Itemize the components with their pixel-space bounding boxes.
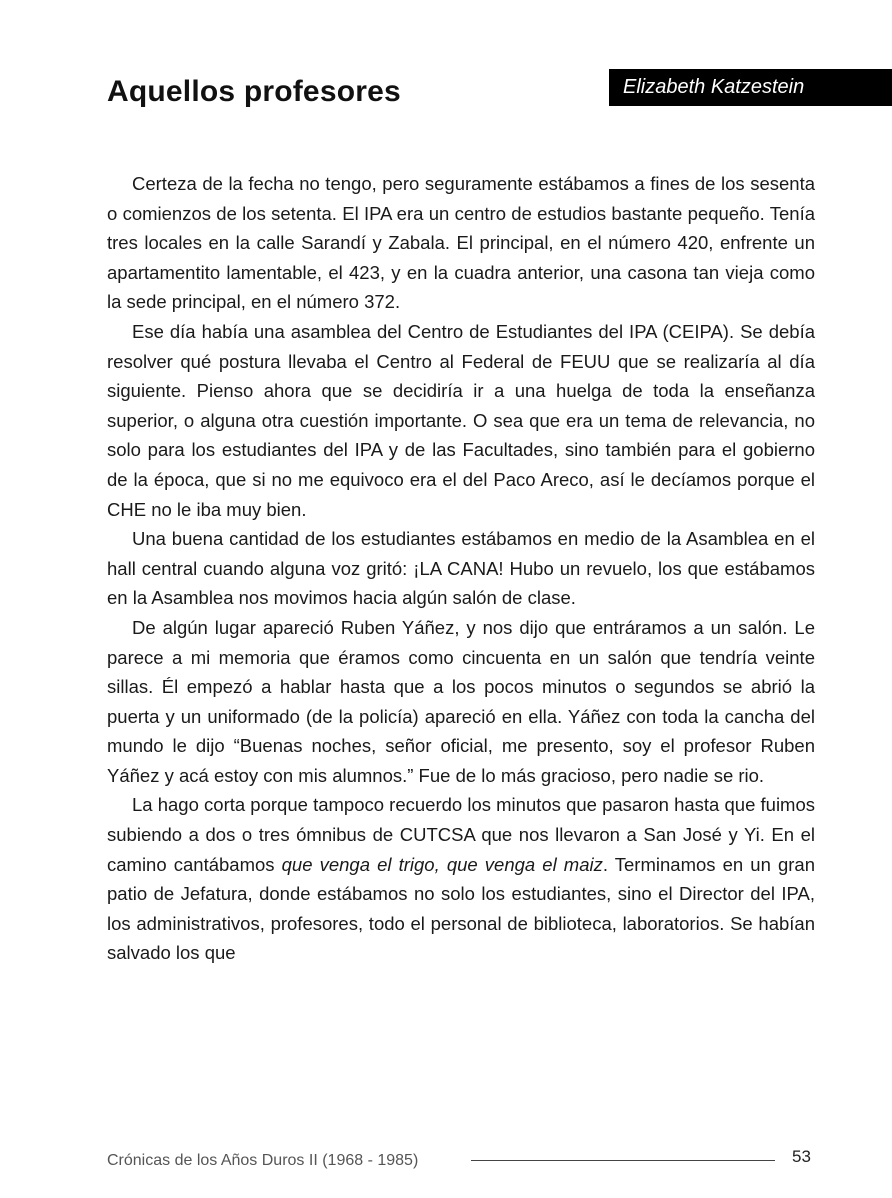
article-title: Aquellos profesores: [107, 75, 401, 108]
article-body: [107, 169, 815, 968]
paragraph-text: Ese día había una asamblea del Centro de Estudiantes del IPA (CEIPA). Se debía resolver qué postura llevaba el Centro al Federal de FEUU que se realizaría al día siguiente. Pienso ahora que se decidiría ir a una huelga de toda la enseñanza superior, o alguna otra cuestión importante. O sea que era un tema de relevancia, no solo para los estudiantes del IPA y de las Facultades, sino también para el gobierno de la época, que si no me equivoco era el del Paco Areco, así le decíamos porque el CHE no le iba muy bien.: [107, 320, 815, 520]
footer-book-title: Crónicas de los Años Duros II (1968 - 1985): [107, 1152, 419, 1169]
paragraph-4: [107, 613, 815, 791]
paragraph-2: [107, 317, 815, 524]
song-lyric-italic: que venga el trigo, que venga el maiz: [281, 853, 603, 875]
paragraph-text: Certeza de la fecha no tengo, pero seguramente estábamos a fines de los sesenta o comienzos de los setenta. El IPA era un centro de estudios bastante pequeño. Tenía tres locales en la calle Sarandí y Zabala. El principal, en el número 420, enfrente un apartamentito lamentable, el 423, y en la cuadra anterior, una casona tan vieja como la sede principal, en el número 372.: [107, 173, 815, 313]
paragraph-text: La hago corta porque tampoco recuerdo los minutos que pasaron hasta que fuimos subiendo a dos o tres ómnibus de CUTCSA que nos llevaron a San José y Yi. En el camino cantábamos: [107, 794, 815, 875]
paragraph-5: [107, 790, 815, 968]
author-name: Elizabeth Katzestein: [623, 76, 805, 98]
paragraph-text: . Terminamos en un gran patio de Jefatura, donde estábamos no solo los estudiantes, sino el Director del IPA, los administrativos, profesores, todo el personal de biblioteca, laboratorios. Se habían salvado los que: [107, 853, 815, 964]
paragraph-text: Una buena cantidad de los estudiantes estábamos en medio de la Asamblea en el hall central cuando alguna voz gritó: ¡LA CANA! Hubo un revuelo, los que estábamos en la Asamblea nos movimos hacia algún salón de clase.: [107, 528, 815, 609]
page-number: 53: [792, 1147, 811, 1166]
paragraph-text: De algún lugar apareció Ruben Yáñez, y nos dijo que entráramos a un salón. Le parece a mi memoria que éramos como cincuenta en un salón que tendría veinte sillas. Él empezó a hablar hasta que a los pocos minutos o segundos se abrió la puerta y un uniformado (de la policía) apareció en ella. Yáñez con toda la cancha del mundo le dijo “Buenas noches, señor oficial, me presento, soy el profesor Ruben Yáñez y acá estoy con mis alumnos.” Fue de lo más gracioso, pero nadie se rio.: [107, 616, 815, 786]
paragraph-1: [107, 169, 815, 317]
footer-divider: [471, 1160, 775, 1161]
author-banner: [609, 69, 892, 106]
paragraph-3: [107, 524, 815, 613]
